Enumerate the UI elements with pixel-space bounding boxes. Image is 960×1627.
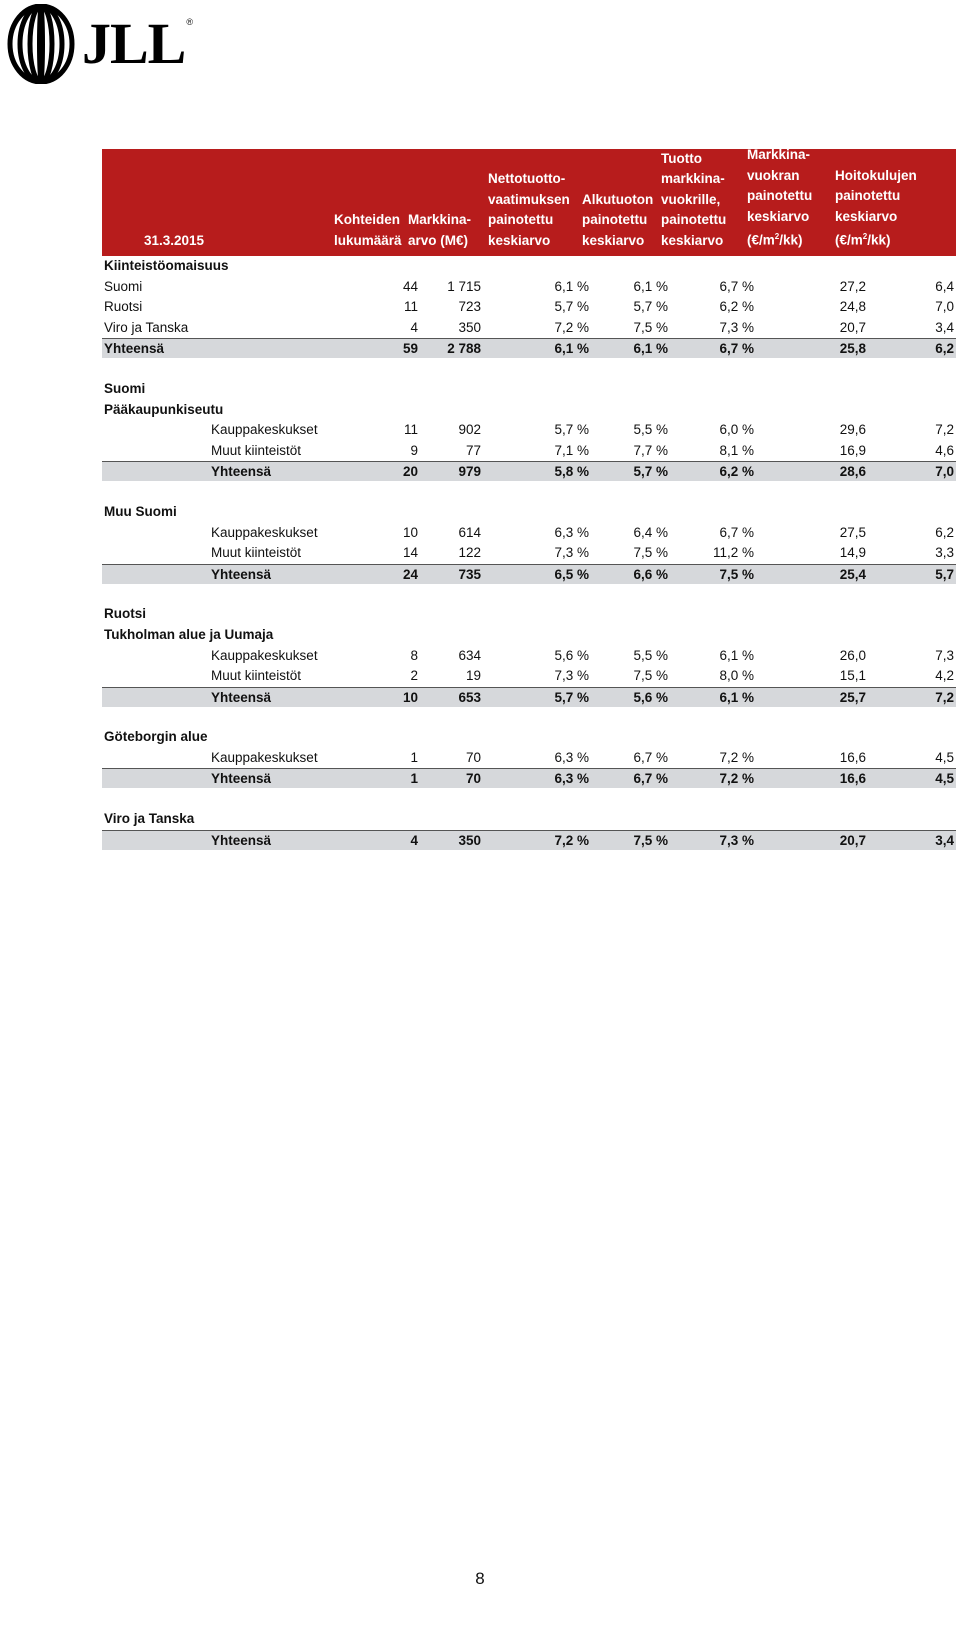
cell-c5: 6,2 %: [719, 464, 754, 480]
total-row: [102, 461, 956, 481]
cell-c1: 8: [410, 647, 418, 663]
cell-c6: 16,6: [839, 771, 866, 787]
table-row: [102, 441, 956, 462]
row-label: Kauppakeskukset: [211, 749, 318, 765]
total-row: [102, 830, 956, 850]
cell-c3: 5,7 %: [554, 299, 589, 315]
cell-c6: 20,7: [839, 832, 866, 848]
cell-c2: 122: [458, 545, 481, 561]
spacer-row: [102, 584, 956, 605]
cell-c7: 5,7: [935, 566, 954, 582]
cell-c2: 1 715: [447, 278, 481, 294]
cell-c3: 5,6 %: [554, 647, 589, 663]
row-label: Muut kiinteistöt: [211, 668, 302, 684]
cell-c7: 7,2: [935, 689, 954, 705]
row-label: Yhteensä: [211, 566, 272, 582]
jll-logo-icon: [6, 4, 76, 84]
registered-mark: ®: [186, 17, 194, 27]
spacer-row: [102, 707, 956, 728]
cell-c4: 7,5 %: [633, 545, 668, 561]
cell-c2: 70: [465, 771, 481, 787]
header-initial-yield: Alkutuoton painotettu keskiarvo: [582, 191, 654, 248]
section-heading-row: [102, 809, 956, 830]
spacer-row: [102, 481, 956, 502]
cell-c2: 723: [458, 299, 481, 315]
section-heading-row: [102, 400, 956, 421]
cell-c3: 6,1 %: [554, 278, 589, 294]
cell-c5: 8,0 %: [719, 668, 754, 684]
cell-c1: 1: [410, 771, 418, 787]
row-label: Muut kiinteistöt: [211, 442, 302, 458]
cell-c6: 27,2: [839, 278, 866, 294]
cell-c3: 7,1 %: [554, 442, 589, 458]
cell-c1: 10: [402, 524, 418, 540]
cell-c6: 28,6: [839, 464, 866, 480]
jll-logo: [6, 4, 193, 84]
cell-c7: 4,5: [935, 749, 954, 765]
cell-c5: 7,3 %: [719, 319, 754, 335]
cell-c3: 7,2 %: [554, 319, 589, 335]
row-label: Pääkaupunkiseutu: [104, 401, 224, 417]
cell-c4: 5,7 %: [633, 299, 668, 315]
cell-c5: 6,2 %: [719, 299, 754, 315]
section-heading-row: [102, 604, 956, 625]
table-row: [102, 297, 956, 318]
cell-c1: 1: [410, 749, 418, 765]
cell-c3: 7,3 %: [554, 668, 589, 684]
cell-c3: 7,3 %: [554, 545, 589, 561]
row-label: Ruotsi: [104, 299, 143, 315]
row-label: Suomi: [104, 380, 146, 396]
cell-c7: 4,6: [935, 442, 954, 458]
cell-c7: 6,4: [935, 278, 954, 294]
table-row: [102, 318, 956, 339]
cell-c2: 19: [465, 668, 481, 684]
cell-c3: 5,7 %: [554, 422, 589, 438]
header-maintenance-costs: Hoitokulujen painotettu keskiarvo $(€/m^2/kk)$: [835, 167, 917, 248]
cell-c5: 6,1 %: [719, 689, 754, 705]
cell-c5: 8,1 %: [719, 442, 754, 458]
cell-c6: 29,6: [839, 422, 866, 438]
row-label: Yhteensä: [104, 341, 165, 357]
row-label: Suomi: [104, 278, 143, 294]
table-body: [102, 256, 956, 850]
cell-c7: 3,4: [935, 832, 954, 848]
cell-c2: 979: [458, 464, 481, 480]
property-table: [102, 149, 956, 850]
cell-c2: 350: [458, 319, 481, 335]
header-market-value: Markkina- arvo (M€): [408, 212, 472, 248]
cell-c4: 7,5 %: [633, 319, 668, 335]
header-yield-market-rent: Tuotto markkina- vuokrille, painotettu keskiarvo: [661, 150, 727, 248]
total-row: [102, 768, 956, 788]
table-row: [102, 277, 956, 298]
header-count: Kohteiden lukumäärä: [334, 212, 402, 248]
total-row: [102, 338, 956, 358]
cell-c3: 6,3 %: [554, 524, 589, 540]
cell-c7: 6,2: [935, 524, 954, 540]
cell-c6: 24,8: [839, 299, 866, 315]
cell-c6: 25,4: [839, 566, 866, 582]
cell-c4: 6,4 %: [633, 524, 668, 540]
cell-c3: 7,2 %: [554, 832, 589, 848]
cell-c1: 10: [402, 689, 418, 705]
section-heading-row: [102, 379, 956, 400]
cell-c4: 6,7 %: [633, 749, 668, 765]
cell-c6: 26,0: [839, 647, 866, 663]
section-heading-row: [102, 727, 956, 748]
cell-c6: 16,9: [839, 442, 866, 458]
cell-c4: 6,7 %: [633, 771, 668, 787]
row-label: Muut kiinteistöt: [211, 545, 302, 561]
cell-c1: 11: [403, 422, 418, 438]
cell-c2: 614: [458, 524, 481, 540]
section-heading-row: [102, 625, 956, 646]
cell-c1: 44: [402, 278, 418, 294]
cell-c4: 5,6 %: [633, 689, 668, 705]
header-date: 31.3.2015: [144, 232, 205, 248]
row-label: Yhteensä: [211, 832, 272, 848]
cell-c7: 7,3: [935, 647, 954, 663]
cell-c6: 25,7: [839, 689, 866, 705]
cell-c5: 6,7 %: [719, 524, 754, 540]
cell-c3: 5,7 %: [554, 689, 589, 705]
cell-c1: 2: [410, 668, 418, 684]
cell-c1: 14: [402, 545, 418, 561]
cell-c7: 4,2: [935, 668, 954, 684]
cell-c4: 6,1 %: [633, 278, 668, 294]
cell-c4: 5,5 %: [633, 647, 668, 663]
cell-c5: 6,0 %: [719, 422, 754, 438]
cell-c5: 11,2 %: [712, 545, 754, 561]
header-market-rent: Markkina- vuokran painotettu keskiarvo $(€/m^2/kk)$: [747, 147, 813, 248]
header-net-yield: Nettotuotto- vaatimuksen painotettu keskiarvo: [488, 171, 570, 248]
cell-c7: 3,4: [935, 319, 954, 335]
cell-c1: 11: [403, 299, 418, 315]
row-label: Yhteensä: [211, 771, 272, 787]
page-number: 8: [475, 1569, 485, 1588]
section-heading-row: [102, 256, 956, 277]
cell-c4: 6,1 %: [633, 341, 668, 357]
cell-c6: 20,7: [839, 319, 866, 335]
row-label: Yhteensä: [211, 464, 272, 480]
cell-c4: 7,5 %: [633, 832, 668, 848]
row-label: Göteborgin alue: [104, 729, 208, 745]
table-row: [102, 748, 956, 769]
cell-c3: 6,3 %: [554, 749, 589, 765]
cell-c6: 14,9: [839, 545, 866, 561]
cell-c7: 3,3: [935, 545, 954, 561]
row-label: Ruotsi: [104, 606, 146, 622]
table-row: [102, 523, 956, 544]
table-row: [102, 666, 956, 687]
cell-c2: 350: [458, 832, 481, 848]
cell-c1: 24: [402, 566, 418, 582]
cell-c2: 653: [458, 689, 481, 705]
cell-c5: 7,2 %: [719, 771, 754, 787]
section-heading-row: [102, 502, 956, 523]
row-label: Yhteensä: [211, 689, 272, 705]
cell-c3: 6,5 %: [554, 566, 589, 582]
row-label: Kiinteistöomaisuus: [104, 258, 229, 273]
cell-c5: 6,7 %: [719, 341, 754, 357]
cell-c1: 9: [410, 442, 418, 458]
spacer-row: [102, 358, 956, 379]
cell-c5: 7,5 %: [719, 566, 754, 582]
cell-c7: 7,0: [935, 299, 954, 315]
table-row: [102, 420, 956, 441]
cell-c6: 25,8: [839, 341, 866, 357]
cell-c7: 7,2: [935, 422, 954, 438]
cell-c7: 7,0: [935, 464, 954, 480]
cell-c2: 902: [458, 422, 481, 438]
cell-c1: 4: [410, 319, 418, 335]
cell-c2: 70: [465, 749, 481, 765]
cell-c5: 7,2 %: [719, 749, 754, 765]
cell-c6: 16,6: [839, 749, 866, 765]
logo-wordmark: JLL: [82, 11, 186, 76]
row-label: Muu Suomi: [104, 503, 177, 519]
cell-c3: 5,8 %: [554, 464, 589, 480]
cell-c2: 735: [458, 566, 481, 582]
row-label: Viro ja Tanska: [104, 811, 195, 827]
row-label: Tukholman alue ja Uumaja: [104, 626, 274, 642]
cell-c4: 7,7 %: [633, 442, 668, 458]
cell-c5: 7,3 %: [719, 832, 754, 848]
cell-c6: 27,5: [839, 524, 866, 540]
cell-c5: 6,7 %: [719, 278, 754, 294]
cell-c6: 15,1: [839, 668, 866, 684]
row-label: Kauppakeskukset: [211, 422, 318, 438]
table-row: [102, 646, 956, 667]
cell-c4: 5,7 %: [633, 464, 668, 480]
table-row: [102, 543, 956, 564]
cell-c4: 5,5 %: [633, 422, 668, 438]
total-row: [102, 687, 956, 707]
total-row: [102, 564, 956, 584]
cell-c4: 6,6 %: [633, 566, 668, 582]
cell-c3: 6,1 %: [554, 341, 589, 357]
cell-c7: 4,5: [935, 771, 954, 787]
cell-c1: 20: [402, 464, 418, 480]
row-label: Kauppakeskukset: [211, 524, 318, 540]
cell-c5: 6,1 %: [719, 647, 754, 663]
cell-c4: 7,5 %: [633, 668, 668, 684]
cell-c3: 6,3 %: [554, 771, 589, 787]
row-label: Viro ja Tanska: [104, 319, 189, 335]
table-header: [102, 149, 956, 256]
cell-c1: 4: [410, 832, 418, 848]
cell-c1: 59: [402, 341, 418, 357]
cell-c2: 634: [458, 647, 481, 663]
cell-c2: 77: [465, 442, 481, 458]
cell-c7: 6,2: [935, 341, 954, 357]
spacer-row: [102, 788, 956, 809]
row-label: Kauppakeskukset: [211, 647, 318, 663]
cell-c2: 2 788: [447, 341, 481, 357]
